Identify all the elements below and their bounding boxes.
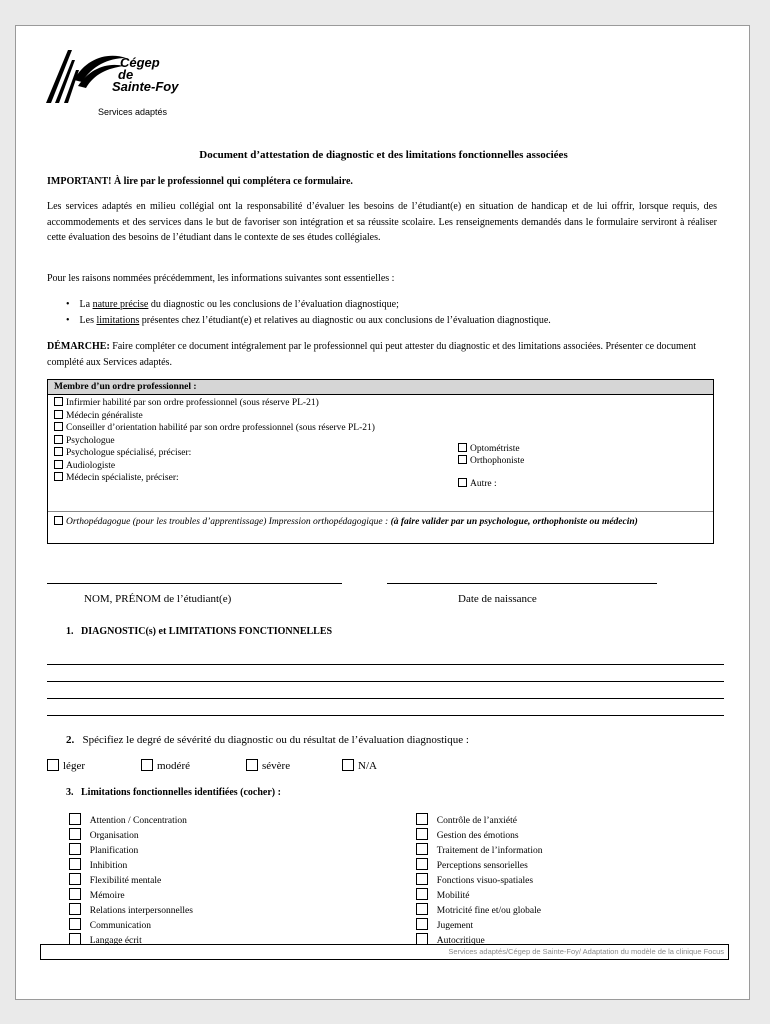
limitation-item[interactable]: Motricité fine et/ou globale — [416, 903, 542, 918]
checkbox[interactable] — [54, 460, 63, 469]
option-row[interactable]: Orthophoniste — [458, 455, 524, 468]
name-label: NOM, PRÉNOM de l’étudiant(e) — [84, 593, 232, 605]
dob-line[interactable] — [387, 583, 657, 584]
option-row[interactable]: Infirmier habilité par son ordre professionnel (sous réserve PL-21) — [54, 397, 713, 410]
limitation-item[interactable]: Attention / Concentration — [69, 813, 193, 828]
checkbox[interactable] — [47, 759, 59, 771]
logo-service: Services adaptés — [98, 107, 168, 117]
answer-line[interactable] — [47, 698, 724, 699]
limitation-item[interactable]: Langage écrit — [69, 933, 193, 948]
limitation-item[interactable]: Jugement — [416, 918, 542, 933]
checkbox[interactable] — [69, 843, 81, 855]
option-row[interactable]: Psychologue spécialisé, préciser: — [54, 447, 713, 460]
limitation-item[interactable]: Organisation — [69, 828, 193, 843]
checkbox[interactable] — [54, 422, 63, 431]
answer-line[interactable] — [47, 664, 724, 665]
limitation-item[interactable]: Communication — [69, 918, 193, 933]
limitation-item[interactable]: Mobilité — [416, 888, 542, 903]
option-row[interactable]: Psychologue — [54, 435, 713, 448]
limitation-item[interactable]: Traitement de l’information — [416, 843, 542, 858]
checkbox[interactable] — [458, 478, 467, 487]
checkbox[interactable] — [416, 828, 428, 840]
section2-title: 2. Spécifiez le degré de sévérité du diagnostic ou du résultat de l’évaluation diagnostique : — [66, 734, 469, 746]
answer-line[interactable] — [47, 715, 724, 716]
limitation-item[interactable]: Relations interpersonnelles — [69, 903, 193, 918]
professional-header: Membre d’un ordre professionnel : — [48, 380, 713, 395]
checkbox[interactable] — [69, 813, 81, 825]
limitation-item[interactable]: Flexibilité mentale — [69, 873, 193, 888]
checkbox[interactable] — [69, 828, 81, 840]
bullet-item: • Les limitations présentes chez l’étudiant(e) et relatives au diagnostic ou aux conclusions de l’évaluation diagnostique. — [66, 315, 551, 326]
name-line[interactable] — [47, 583, 342, 584]
severity-option[interactable]: modéré — [141, 759, 190, 772]
limitation-item[interactable]: Inhibition — [69, 858, 193, 873]
severity-option[interactable]: léger — [47, 759, 85, 772]
logo-line1: Cégep — [120, 55, 160, 70]
document-page — [15, 25, 750, 1000]
limitation-item[interactable]: Gestion des émotions — [416, 828, 542, 843]
checkbox[interactable] — [54, 516, 63, 525]
section3-title: 3. Limitations fonctionnelles identifiées (cocher) : — [66, 787, 281, 798]
intro-paragraph: Les services adaptés en milieu collégial ont la responsabilité d’évaluer les besoins de l’étudiant(e) en situation de handicap et de lui offrir, lorsque requis, des accommodements et des services dans le but de favoriser son intégration et sa réussite scolaire. Les renseignements demandés dans le formulaire serviront à réaliser cette évaluation des besoins de l’étudiant dans le contexte de ses études collégiales. — [47, 201, 717, 243]
demarche-paragraph: DÉMARCHE: Faire compléter ce document intégralement par le professionnel qui peut attester du diagnostic et des limitations associées. Présenter ce document complété aux Services adaptés. — [47, 341, 696, 368]
checkbox[interactable] — [54, 397, 63, 406]
professional-box — [47, 379, 714, 544]
option-row[interactable]: Audiologiste — [54, 460, 713, 473]
checkbox[interactable] — [416, 873, 428, 885]
severity-option[interactable]: sévère — [246, 759, 290, 772]
option-row[interactable]: Médecin spécialiste, préciser: — [54, 472, 713, 485]
bullet-item: • La nature précise du diagnostic ou les conclusions de l’évaluation diagnostique; — [66, 299, 399, 310]
checkbox[interactable] — [69, 918, 81, 930]
section1-title: 1. DIAGNOSTIC(s) et LIMITATIONS FONCTIONNELLES — [66, 626, 333, 637]
option-row[interactable]: Autre : — [458, 478, 497, 491]
checkbox[interactable] — [458, 455, 467, 464]
logo-line2: de — [118, 67, 134, 82]
checkbox[interactable] — [69, 888, 81, 900]
logo-line3: Sainte-Foy — [112, 79, 179, 94]
severity-option[interactable]: N/A — [342, 759, 377, 772]
orthopedagogue-option[interactable]: Orthopédagogue (pour les troubles d’apprentissage) Impression orthopédagogique : (à faire valider par un psychologue, orthophoniste ou médecin) — [54, 516, 704, 529]
important-note: IMPORTANT! À lire par le professionnel qui complétera ce formulaire. — [47, 176, 353, 187]
dob-label: Date de naissance — [458, 593, 537, 605]
answer-line[interactable] — [47, 681, 724, 682]
checkbox[interactable] — [69, 903, 81, 915]
checkbox[interactable] — [54, 447, 63, 456]
limitations-left — [69, 813, 193, 948]
option-row[interactable]: Conseiller d’orientation habilité par son ordre professionnel (sous réserve PL-21) — [54, 422, 713, 435]
document-title: Document d’attestation de diagnostic et des limitations fonctionnelles associées — [199, 149, 568, 161]
checkbox[interactable] — [54, 435, 63, 444]
checkbox[interactable] — [54, 472, 63, 481]
checkbox[interactable] — [54, 410, 63, 419]
page-footer: Services adaptés/Cégep de Sainte-Foy/ Adaptation du modèle de la clinique Focus — [40, 944, 729, 960]
option-row[interactable]: Optométriste — [458, 443, 520, 456]
limitation-item[interactable]: Mémoire — [69, 888, 193, 903]
checkbox[interactable] — [416, 918, 428, 930]
checkbox[interactable] — [416, 813, 428, 825]
checkbox[interactable] — [69, 873, 81, 885]
limitation-item[interactable]: Fonctions visuo-spatiales — [416, 873, 542, 888]
option-row[interactable]: Médecin généraliste — [54, 410, 713, 423]
checkbox[interactable] — [342, 759, 354, 771]
checkbox[interactable] — [141, 759, 153, 771]
checkbox[interactable] — [416, 858, 428, 870]
limitations-right — [416, 813, 542, 948]
limitation-item[interactable]: Autocritique — [416, 933, 542, 948]
limitation-item[interactable]: Perceptions sensorielles — [416, 858, 542, 873]
checkbox[interactable] — [246, 759, 258, 771]
reasons-text: Pour les raisons nommées précédemment, les informations suivantes sont essentielles : — [47, 273, 395, 284]
checkbox[interactable] — [69, 858, 81, 870]
checkbox[interactable] — [416, 843, 428, 855]
checkbox[interactable] — [416, 903, 428, 915]
limitation-item[interactable]: Contrôle de l’anxiété — [416, 813, 542, 828]
checkbox[interactable] — [458, 443, 467, 452]
logo-mark-icon — [46, 48, 126, 108]
checkbox[interactable] — [416, 888, 428, 900]
limitation-item[interactable]: Planification — [69, 843, 193, 858]
